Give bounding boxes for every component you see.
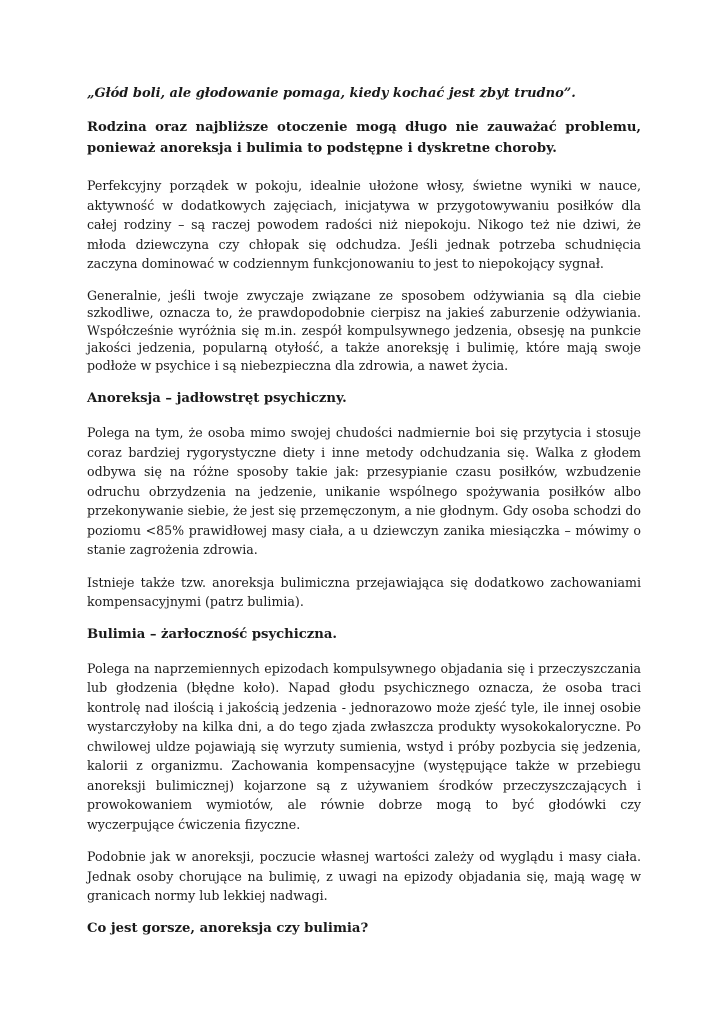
bulimia-paragraph: Polega na naprzemiennych epizodach kompulsywnego objadania się i przeczyszczania lub głodzenia (błędne koło). Napad głodu psychicznego oznacza, że osoba traci kontrolę nad ilością i jakością jedzenia - jednorazowo może zjeść tyle, ile innej osobie wystarczyłoby na kilka dni, a do tego zjada zwłaszcza produkty wysokokaloryczne. Po chwilowej uldze pojawiają się wyrzuty sumienia, wstyd i próby pozbycia się jedzenia, kalorii z organizmu. Zachowania kompensacyjne (występujące także w przebiegu anoreksji bulimicznej) kojarzone są z używaniem środków przeczyszczających i prowokowaniem wymiotów, ale równie dobrze mogą to być głodówki czy wyczerpujące ćwiczenia fizyczne.	[87, 660, 641, 832]
intro-paragraph: Perfekcyjny porządek w pokoju, idealnie ułożone włosy, świetne wyniki w nauce, aktywność w dodatkowych zajęciach, inicjatywa w przygotowywaniu posiłków dla całej rodziny – są raczej powodem radości niż niepokoju. Nikogo też nie dziwi, że młoda dziewczyna czy chłopak się odchudza. Jeśli jednak potrzeba schudnięcia zaczyna dominować w codziennym funkcjonowaniu to jest to niepokojący sygnał.	[87, 178, 641, 271]
intro-paragraph: Generalnie, jeśli twoje zwyczaje związane ze sposobem odżywiania są dla ciebie szkodliwe, oznacza to, że prawdopodobnie cierpisz na jakieś zaburzenie odżywiania. Współcześnie wyróżnia się m.in. zespół kompulsywnego jedzenia, obsesję na punkcie jakości jedzenia, popularną otyłość, a także anoreksję i bulimię, które mają swoje podłoże w psychice i są niebezpieczna dla zdrowia, a nawet życia.	[87, 287, 641, 373]
anorexia-heading: Anoreksja – jadłowstręt psychiczny.	[87, 391, 347, 406]
anorexia-paragraph: Polega na tym, że osoba mimo swojej chudości nadmiernie boi się przytycia i stosuje coraz bardziej rygorystyczne diety i inne metody odchudzania się. Walka z głodem odbywa się na różne sposoby takie jak: przesypianie czasu posiłków, wzbudzenie odruchu obrzydzenia na jedzenie, unikanie wspólnego spożywania posiłków albo przekonywanie siebie, że jest się przemęczonym, a nie głodnym. Gdy osoba schodzi do poziomu <85% prawidłowej masy ciała, a u dziewczyn zanika miesiączka – mówimy o stanie zagrożenia zdrowia.	[87, 425, 641, 557]
document-body	[87, 84, 641, 953]
opening-quote: „Głód boli, ale głodowanie pomaga, kiedy kochać jest zbyt trudno”.	[87, 86, 576, 101]
closing-heading: Co jest gorsze, anoreksja czy bulimia?	[87, 920, 369, 936]
bulimia-heading: Bulimia – żarłoczność psychiczna.	[87, 626, 338, 642]
anorexia-paragraph: Istnieje także tzw. anoreksja bulimiczna przejawiająca się dodatkowo zachowaniami kompensacyjnymi (patrz bulimia).	[87, 574, 641, 609]
lead-paragraph: Rodzina oraz najbliższe otoczenie mogą długo nie zauważać problemu, ponieważ anoreksja i bulimia to podstępne i dyskretne choroby.	[87, 120, 641, 156]
bulimia-paragraph: Podobnie jak w anoreksji, poczucie własnej wartości zależy od wyglądu i masy ciała. Jednak osoby chorujące na bulimię, z uwagi na epizody objadania się, mają wagę w granicach normy lub lekkiej nadwagi.	[87, 849, 641, 903]
